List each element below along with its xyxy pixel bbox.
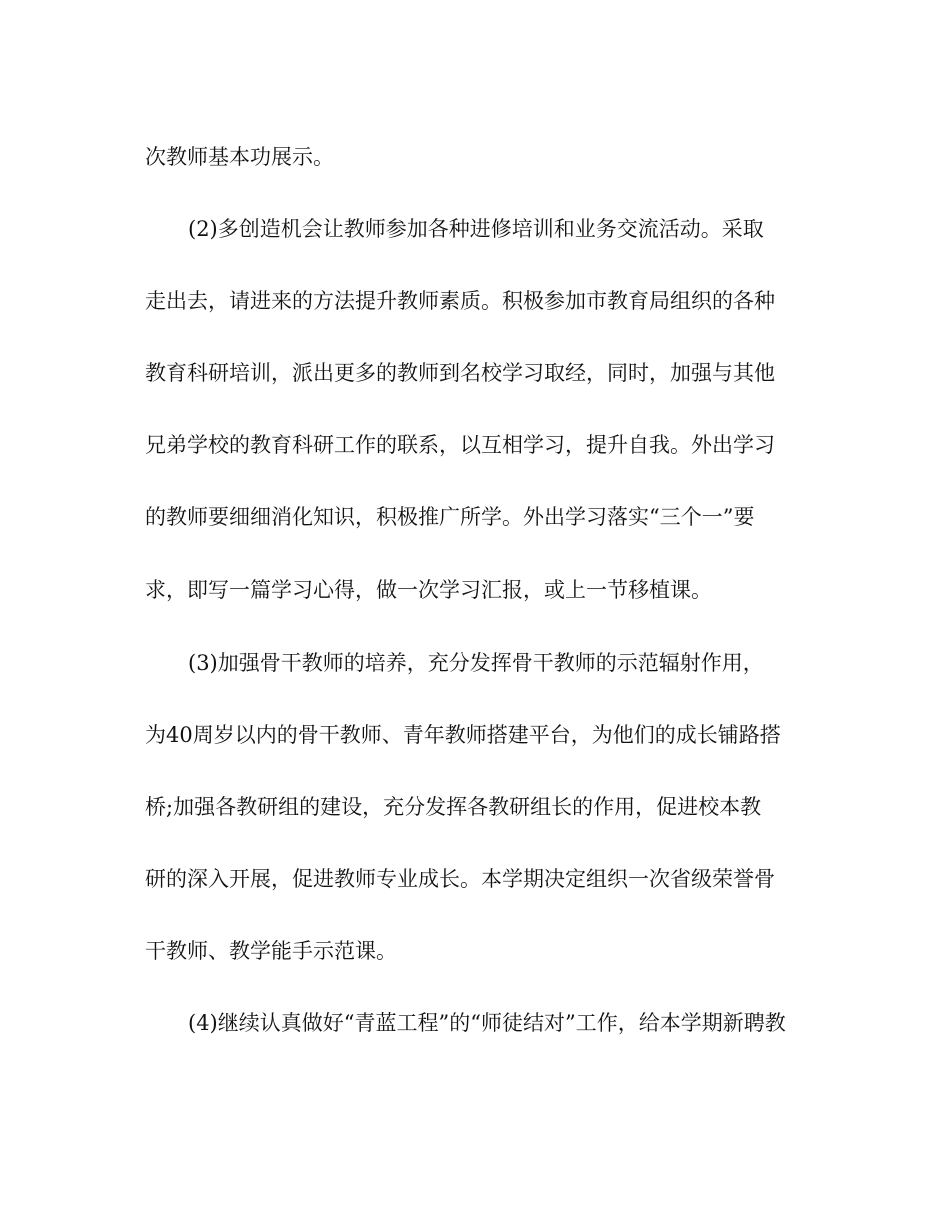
text-line: 求，即写一篇学习心得，做一次学习汇报，或上一节移植课。: [145, 578, 712, 602]
paragraph-start-line: (4)继续认真做好“青蓝工程”的“师徒结对”工作，给本学期新聘教: [188, 1011, 786, 1035]
text-line: 干教师、教学能手示范课。: [145, 939, 397, 963]
text-line: 的教师要细细消化知识，积极推广所学。外出学习落实“三个一”要: [145, 505, 755, 529]
text-line: 次教师基本功展示。: [145, 145, 334, 169]
text-line: 研的深入开展，促进教师专业成长。本学期决定组织一次省级荣誉骨: [145, 867, 775, 891]
text-line: 兄弟学校的教育科研工作的联系，以互相学习，提升自我。外出学习: [145, 433, 775, 457]
text-line: 为40周岁以内的骨干教师、青年教师搭建平台，为他们的成长铺路搭: [145, 723, 781, 747]
paragraph-start-line: (3)加强骨干教师的培养，充分发挥骨干教师的示范辐射作用，: [188, 651, 764, 675]
text-line: 走出去，请进来的方法提升教师素质。积极参加市教育局组织的各种: [145, 289, 775, 313]
text-line: 教育科研培训，派出更多的教师到名校学习取经，同时，加强与其他: [145, 361, 775, 385]
paragraph-start-line: (2)多创造机会让教师参加各种进修培训和业务交流活动。采取: [188, 217, 764, 241]
text-line: 桥;加强各教研组的建设，充分发挥各教研组长的作用，促进校本教: [145, 795, 762, 819]
